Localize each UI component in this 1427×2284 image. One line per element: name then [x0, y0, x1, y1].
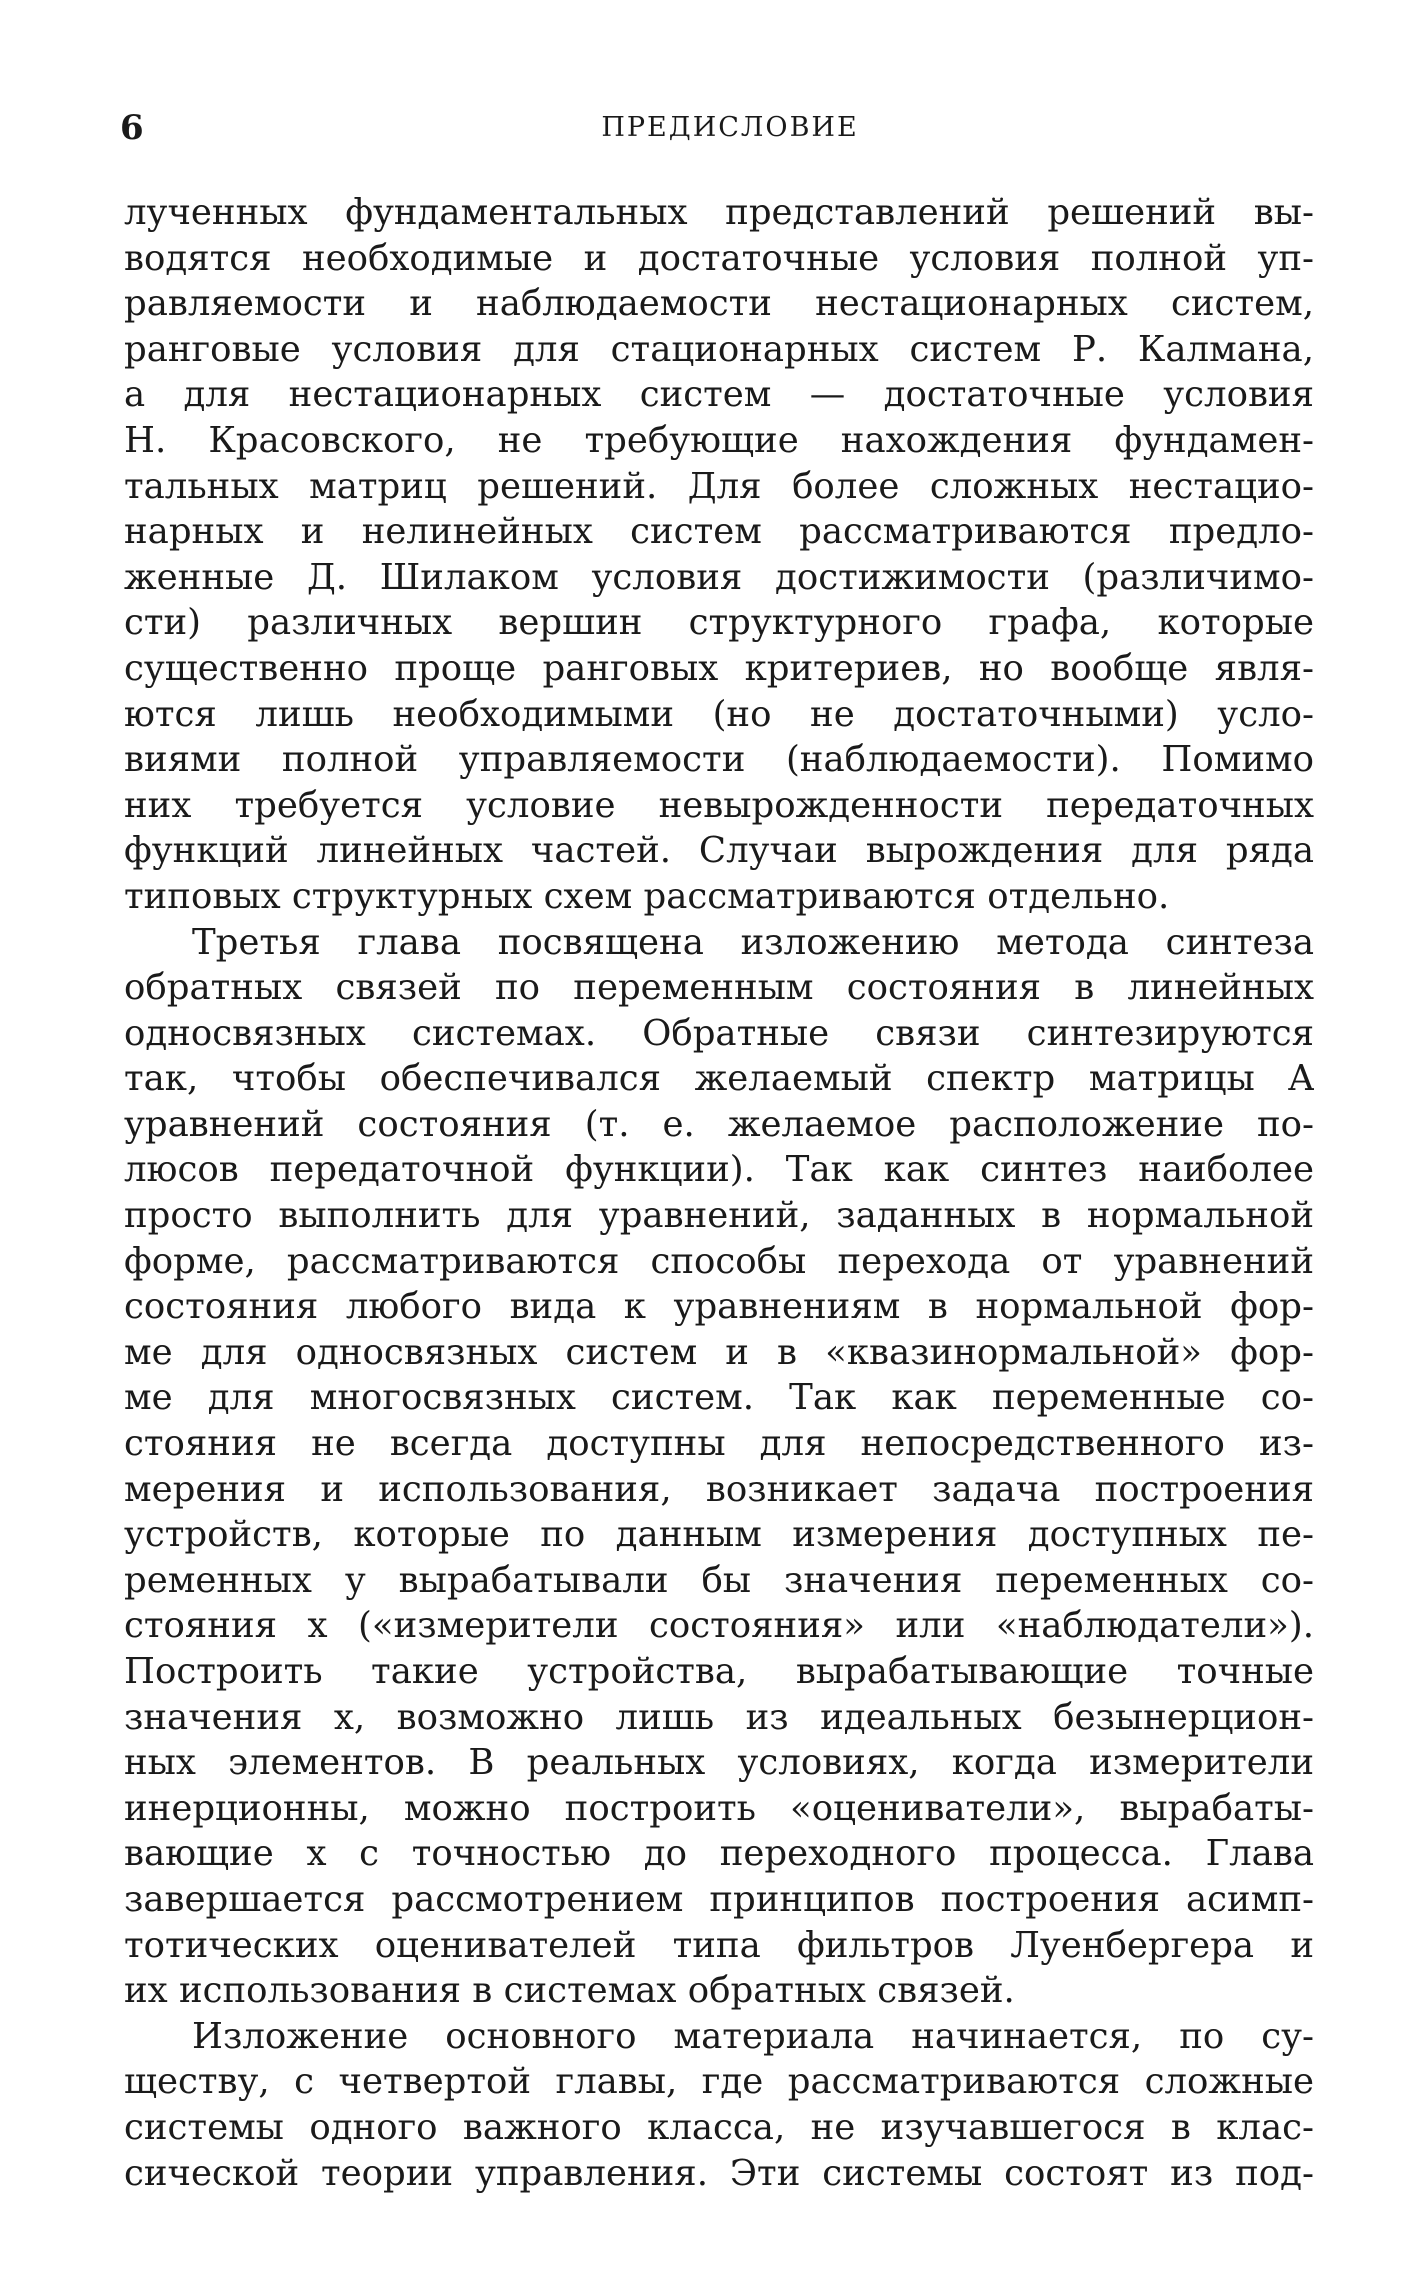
page-number: 6	[120, 108, 144, 148]
text-line: ременных у вырабатывали бы значения переменных со-	[124, 1559, 1314, 1601]
text-line: ме для односвязных систем и в «квазинормальной» фор-	[124, 1331, 1314, 1373]
text-line: состояния любого вида к уравнениям в нормальной фор-	[124, 1286, 1314, 1328]
text-line: Изложение основного материала начинается, по су-	[192, 2015, 1314, 2057]
text-line: существенно проще ранговых критериев, но вообще явля-	[124, 647, 1314, 689]
text-line: ме для многосвязных систем. Так как переменные со-	[124, 1377, 1314, 1419]
text-line: вающие x с точностью до переходного процесса. Глава	[124, 1833, 1314, 1875]
text-line: сти) различных вершин структурного графа, которые	[124, 602, 1314, 644]
text-line: а для нестационарных систем — достаточные условия	[124, 374, 1314, 416]
text-line: обратных связей по переменным состояния в линейных	[124, 967, 1314, 1009]
text-line: ществу, с четвертой главы, где рассматриваются сложные	[124, 2061, 1314, 2103]
text-line: односвязных системах. Обратные связи синтезируются	[124, 1012, 1314, 1054]
text-line: завершается рассмотрением принципов построения асимп-	[124, 1878, 1314, 1920]
text-line: инерционны, можно построить «оцениватели», вырабаты-	[124, 1787, 1314, 1829]
text-line: типовых структурных схем рассматриваются отдельно.	[124, 875, 1170, 917]
text-line: стояния не всегда доступны для непосредственного из-	[124, 1423, 1314, 1465]
text-line: их использования в системах обратных связей.	[124, 1970, 1015, 2012]
text-line: мерения и использования, возникает задача построения	[124, 1468, 1314, 1510]
text-line: ных элементов. В реальных условиях, когда измерители	[124, 1742, 1314, 1784]
text-line: виями полной управляемости (наблюдаемости). Помимо	[124, 739, 1314, 781]
running-head: ПРЕДИСЛОВИЕ	[601, 112, 859, 143]
text-line: форме, рассматриваются способы перехода от уравнений	[124, 1240, 1314, 1282]
text-line: сической теории управления. Эти системы состоят из под-	[124, 2152, 1314, 2194]
text-line: значения x, возможно лишь из идеальных безынерцион-	[124, 1696, 1314, 1738]
page-header	[120, 108, 1320, 158]
text-line: ранговые условия для стационарных систем Р. Калмана,	[124, 328, 1314, 370]
text-line: ются лишь необходимыми (но не достаточными) усло-	[124, 693, 1314, 735]
text-line: тотических оценивателей типа фильтров Луенбергера и	[124, 1924, 1314, 1966]
text-line: равляемости и наблюдаемости нестационарных систем,	[124, 283, 1314, 325]
text-line: так, чтобы обеспечивался желаемый спектр матрицы A	[124, 1058, 1314, 1100]
text-line: нарных и нелинейных систем рассматриваются предло-	[124, 511, 1314, 553]
text-line: водятся необходимые и достаточные условия полной уп-	[124, 237, 1314, 279]
text-line: уравнений состояния (т. е. желаемое расположение по-	[124, 1103, 1314, 1145]
text-line: Н. Красовского, не требующие нахождения фундамен-	[124, 419, 1314, 461]
text-line: Третья глава посвящена изложению метода синтеза	[192, 921, 1314, 963]
text-line: функций линейных частей. Случаи вырождения для ряда	[124, 830, 1314, 872]
body-text	[124, 190, 1314, 2196]
text-line: устройств, которые по данным измерения доступных пе-	[124, 1514, 1314, 1556]
text-line: них требуется условие невырожденности передаточных	[124, 784, 1314, 826]
text-line: лученных фундаментальных представлений решений вы-	[124, 192, 1314, 233]
text-line: Построить такие устройства, вырабатывающие точные	[124, 1651, 1314, 1692]
text-line: стояния x («измерители состояния» или «наблюдатели»).	[124, 1605, 1314, 1647]
text-line: люсов передаточной функции). Так как синтез наиболее	[124, 1149, 1314, 1191]
text-line: системы одного важного класса, не изучавшегося в клас-	[124, 2106, 1314, 2148]
text-line: тальных матриц решений. Для более сложных нестацио-	[124, 465, 1314, 507]
text-line: женные Д. Шилаком условия достижимости (различимо-	[124, 556, 1314, 598]
text-line: просто выполнить для уравнений, заданных в нормальной	[124, 1195, 1314, 1237]
